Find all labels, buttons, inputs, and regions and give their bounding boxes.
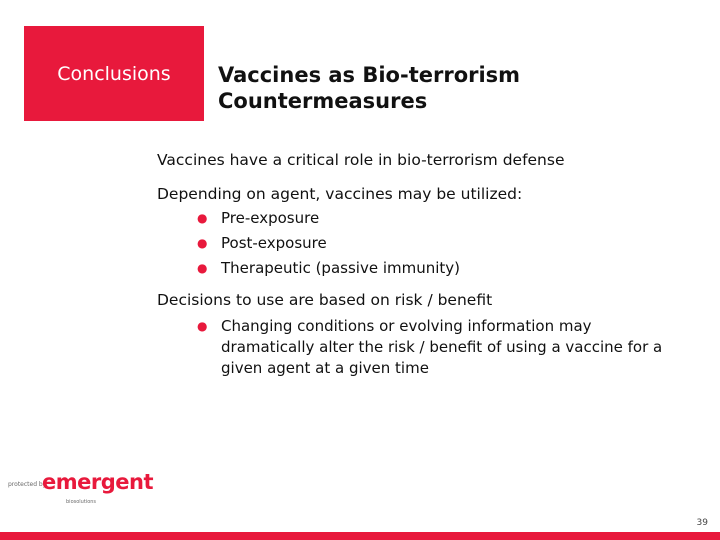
list-item: ● Pre-exposure — [197, 206, 460, 231]
section-label-box — [24, 26, 204, 121]
bullet-dot-icon: ● — [197, 211, 208, 225]
slide-title-line1: Vaccines as Bio-terrorism — [218, 63, 521, 87]
slide-title-line2: Countermeasures — [218, 89, 428, 113]
logo-small-text: protected by — [8, 481, 47, 488]
bottom-accent-bar — [0, 532, 720, 540]
list-item: ● Changing conditions or evolving information may dramatically alter the risk / benefit of using a vaccine for a given agent at a given time — [197, 317, 663, 377]
bullet-decisions: Decisions to use are based on risk / benefit — [157, 291, 493, 309]
bullet-dot-icon: ● — [197, 319, 208, 333]
list-item: ● Therapeutic (passive immunity) — [197, 256, 460, 281]
slide-title — [218, 62, 698, 114]
logo-sub-text: biosolutions — [66, 499, 97, 505]
bullet-vaccine-role: Vaccines have a critical role in bio-terrorism defense — [157, 151, 565, 169]
page-number: 39 — [696, 518, 708, 528]
bullet-utilization: Depending on agent, vaccines may be utilized: — [157, 185, 523, 203]
bullet-dot-icon: ● — [197, 236, 208, 250]
list-item: ● Post-exposure — [197, 231, 460, 256]
decisions-sublist — [197, 316, 681, 379]
emergent-logo — [8, 470, 153, 522]
logo-brand: emergent — [42, 470, 153, 494]
bullet-dot-icon: ● — [197, 261, 208, 275]
section-label: Conclusions — [57, 63, 171, 85]
utilization-sublist — [197, 206, 460, 281]
